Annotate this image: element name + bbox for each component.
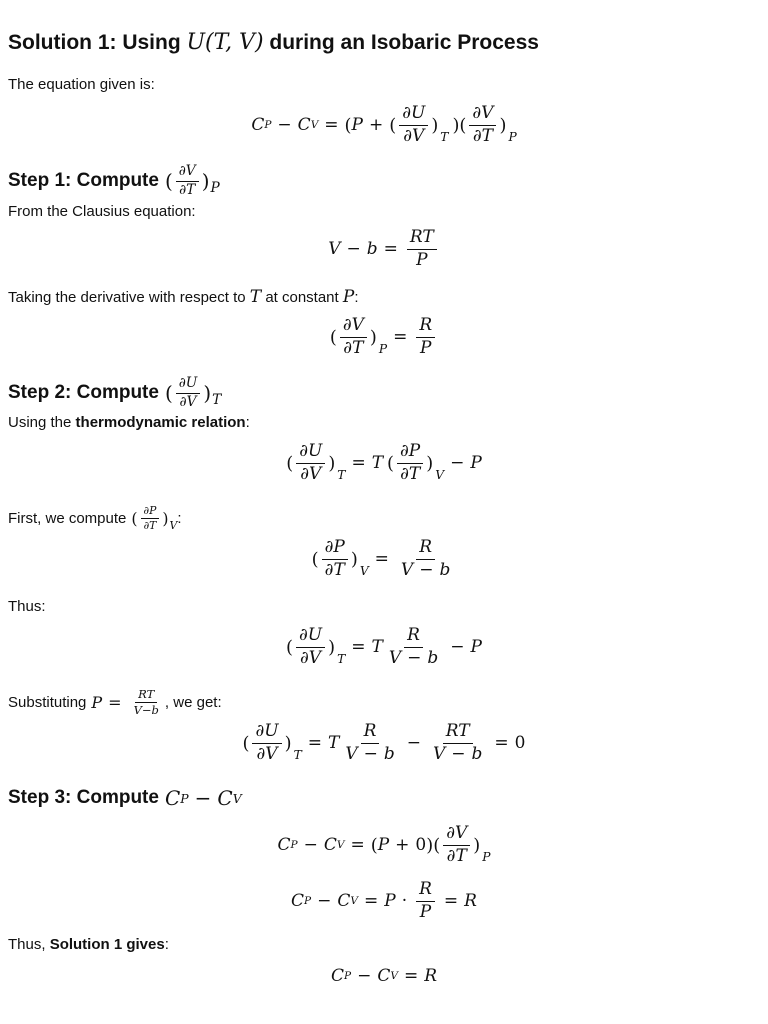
step1-heading: Step 1: Compute ( $\frac{\partial V}{\partial T}$ ) P: [8, 163, 220, 198]
step2-subst-text: Substituting P = $\frac{RT}{V-b}$ , we get:: [8, 687, 222, 718]
derivative-text-prefix: Taking the derivative with respect to: [8, 289, 246, 306]
step1-result-equation: ( $\frac{\partial V}{\partial T}$ ) P = $\frac{R}{P}$: [0, 316, 768, 358]
step3-heading: Step 3: Compute C P − C V: [8, 786, 242, 810]
first-text: First, we compute: [8, 510, 127, 528]
step2-first-text: First, we compute ( $\frac{\partial P}{\partial T}$ ) V :: [8, 504, 182, 533]
step2-substituted-equation: ( $\frac{\partial U}{\partial V}$ ) T = T $\frac{R}{V - b}$ − P: [286, 625, 482, 668]
step1-heading-text: Step 1: Compute: [8, 170, 159, 192]
main-equation: C P − C V = ( P + ( $\frac{\partial U}{\partial V}$ ) T ) ( $\frac{\partial V}{\partial T}$ ) P: [251, 103, 517, 146]
using-prefix: Using the: [8, 414, 72, 431]
first-suffix: :: [177, 510, 182, 528]
step2-using-text: [8, 414, 250, 431]
page-title: [8, 30, 539, 55]
subst-prefix: Substituting: [8, 694, 87, 712]
thus-suffix: :: [164, 936, 169, 953]
final-result-equation: C P − C V = R: [330, 966, 438, 986]
step1-derivative-text: [8, 287, 359, 307]
step2-zero-equation: ( $\frac{\partial U}{\partial V}$ ) T = T $\frac{R}{V - b}$ − $\frac{RT}{V - b}$ = 0: [242, 721, 526, 764]
clausius-equation: V − b = $\frac{RT}{P}$: [0, 228, 768, 270]
step3-equation-2: C P − C V = P · $\frac{R}{P}$ = R: [291, 879, 477, 922]
thus-prefix: Thus,: [8, 936, 46, 953]
derivative-var: T: [249, 287, 262, 307]
derivative-const: P: [342, 287, 355, 307]
step3-equation-1: C P − C V = ( P + 0 ) ( $\frac{\partial V}{\partial T}$ ) P: [277, 823, 491, 866]
step3-thus-text: [8, 936, 169, 953]
derivative-text-suffix: :: [354, 289, 359, 306]
using-suffix: :: [245, 414, 250, 431]
step2-thus-text: Thus:: [8, 598, 46, 615]
dp-dt-equation: ( $\frac{\partial P}{\partial T}$ ) V = $\frac{R}{V - b}$: [311, 537, 451, 580]
step3-heading-text: Step 3: Compute: [8, 787, 159, 808]
thus-bold: Solution 1 gives: [49, 936, 165, 953]
title-prefix: Solution 1: Using: [8, 31, 181, 54]
derivative-text-mid: at constant: [265, 289, 339, 306]
title-math: U(T, V): [186, 30, 264, 55]
step1-from-text: From the Clausius equation:: [8, 203, 196, 220]
step2-heading-text: Step 2: Compute: [8, 382, 159, 404]
thermodynamic-relation-equation: ( $\frac{\partial U}{\partial V}$ ) T = T ( $\frac{\partial P}{\partial T}$ ) V − P: [286, 441, 482, 484]
step2-heading: Step 2: Compute ( $\frac{\partial U}{\partial V}$ ) T: [8, 375, 222, 410]
title-suffix: during an Isobaric Process: [269, 31, 539, 54]
using-bold: thermodynamic relation: [75, 414, 246, 431]
intro-text: The equation given is:: [8, 76, 155, 93]
subst-suffix: , we get:: [164, 694, 222, 712]
